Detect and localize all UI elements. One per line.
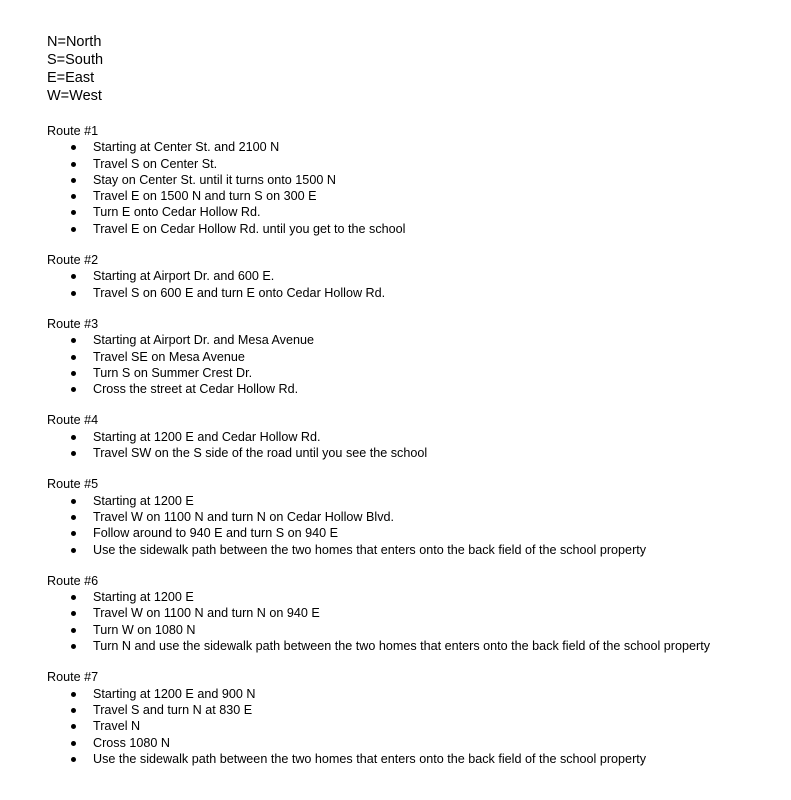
route-step xyxy=(47,429,777,445)
route-step-text: Stay on Center St. until it turns onto 1500 N xyxy=(93,172,336,187)
route-steps xyxy=(47,493,777,558)
route-step xyxy=(47,268,777,284)
bullet-icon xyxy=(71,145,76,150)
route-steps xyxy=(47,429,777,462)
bullet-icon xyxy=(71,708,76,713)
bullet-icon xyxy=(71,178,76,183)
route-steps xyxy=(47,589,777,654)
bullet-icon xyxy=(71,355,76,360)
route-step xyxy=(47,686,777,702)
route-step xyxy=(47,509,777,525)
route-section-4 xyxy=(47,412,777,461)
bullet-icon xyxy=(71,162,76,167)
route-step-text: Starting at Airport Dr. and 600 E. xyxy=(93,269,275,284)
route-step xyxy=(47,622,777,638)
route-step-text: Travel SW on the S side of the road until you see the school xyxy=(93,446,428,461)
route-step xyxy=(47,349,777,365)
route-step-text: Starting at Center St. and 2100 N xyxy=(93,140,280,155)
route-step-text: Travel S and turn N at 830 E xyxy=(93,702,253,717)
route-step xyxy=(47,172,777,188)
route-title: Route #4 xyxy=(47,413,99,428)
route-step xyxy=(47,204,777,220)
legend-south: S=South xyxy=(47,52,104,68)
bullet-icon xyxy=(71,757,76,762)
bullet-icon xyxy=(71,387,76,392)
route-step xyxy=(47,751,777,767)
route-step xyxy=(47,589,777,605)
route-step xyxy=(47,735,777,751)
bullet-icon xyxy=(71,724,76,729)
route-step xyxy=(47,139,777,155)
route-step-text: Travel SE on Mesa Avenue xyxy=(93,349,245,364)
route-steps xyxy=(47,268,777,301)
route-title: Route #3 xyxy=(47,316,99,331)
route-step-text: Starting at Airport Dr. and Mesa Avenue xyxy=(93,333,314,348)
bullet-icon xyxy=(71,227,76,232)
bullet-icon xyxy=(71,531,76,536)
route-section-2 xyxy=(47,252,777,301)
routes-list xyxy=(47,123,777,767)
route-step-text: Follow around to 940 E and turn S on 940 E xyxy=(93,526,339,541)
route-step xyxy=(47,638,777,654)
route-step xyxy=(47,188,777,204)
bullet-icon xyxy=(71,210,76,215)
route-step xyxy=(47,221,777,237)
route-steps xyxy=(47,332,777,397)
bullet-icon xyxy=(71,611,76,616)
route-step xyxy=(47,156,777,172)
bullet-icon xyxy=(71,628,76,633)
route-step xyxy=(47,365,777,381)
route-steps xyxy=(47,139,777,237)
route-step-text: Cross 1080 N xyxy=(93,735,170,750)
route-step xyxy=(47,493,777,509)
legend-east: E=East xyxy=(47,70,95,86)
route-step xyxy=(47,445,777,461)
bullet-icon xyxy=(71,595,76,600)
direction-legend xyxy=(47,33,777,105)
route-step-text: Travel S on Center St. xyxy=(93,156,218,171)
route-step xyxy=(47,285,777,301)
bullet-icon xyxy=(71,451,76,456)
bullet-icon xyxy=(71,499,76,504)
route-step-text: Travel N xyxy=(93,719,141,734)
route-section-3 xyxy=(47,316,777,397)
legend-west: W=West xyxy=(47,88,102,104)
route-title: Route #5 xyxy=(47,477,99,492)
bullet-icon xyxy=(71,291,76,296)
route-step-text: Travel W on 1100 N and turn N on Cedar Hollow Blvd. xyxy=(93,509,394,524)
bullet-icon xyxy=(71,515,76,520)
bullet-icon xyxy=(71,435,76,440)
route-step-text: Turn W on 1080 N xyxy=(93,622,196,637)
document-page xyxy=(47,33,777,782)
bullet-icon xyxy=(71,338,76,343)
route-step xyxy=(47,525,777,541)
route-title: Route #1 xyxy=(47,124,99,138)
route-section-1 xyxy=(47,123,777,237)
route-step xyxy=(47,381,777,397)
route-title: Route #6 xyxy=(47,573,99,588)
route-step-text: Travel E on Cedar Hollow Rd. until you get to the school xyxy=(93,221,406,236)
route-step-text: Travel S on 600 E and turn E onto Cedar Hollow Rd. xyxy=(93,285,386,300)
route-section-5 xyxy=(47,476,777,557)
route-step-text: Travel E on 1500 N and turn S on 300 E xyxy=(93,189,317,204)
route-step-text: Starting at 1200 E and Cedar Hollow Rd. xyxy=(93,429,321,444)
route-step-text: Starting at 1200 E xyxy=(93,493,194,508)
route-step-text: Use the sidewalk path between the two homes that enters onto the back field of the school property xyxy=(93,542,647,557)
route-step-text: Use the sidewalk path between the two homes that enters onto the back field of the school property xyxy=(93,751,647,766)
route-step xyxy=(47,605,777,621)
route-step-text: Starting at 1200 E xyxy=(93,590,194,605)
bullet-icon xyxy=(71,644,76,649)
route-title: Route #7 xyxy=(47,670,99,685)
route-step-text: Turn S on Summer Crest Dr. xyxy=(93,365,253,380)
route-step-text: Cross the street at Cedar Hollow Rd. xyxy=(93,382,299,397)
route-steps xyxy=(47,686,777,767)
route-step xyxy=(47,718,777,734)
bullet-icon xyxy=(71,371,76,376)
route-step xyxy=(47,542,777,558)
bullet-icon xyxy=(71,692,76,697)
route-section-6 xyxy=(47,573,777,654)
route-step xyxy=(47,332,777,348)
bullet-icon xyxy=(71,194,76,199)
route-step-text: Travel W on 1100 N and turn N on 940 E xyxy=(93,606,320,621)
route-step xyxy=(47,702,777,718)
bullet-icon xyxy=(71,741,76,746)
route-step-text: Turn N and use the sidewalk path between the two homes that enters onto the back field of the school property xyxy=(93,639,710,654)
route-section-7 xyxy=(47,669,777,767)
bullet-icon xyxy=(71,548,76,553)
route-step-text: Turn E onto Cedar Hollow Rd. xyxy=(93,205,261,220)
route-step-text: Starting at 1200 E and 900 N xyxy=(93,686,256,701)
bullet-icon xyxy=(71,274,76,279)
route-title: Route #2 xyxy=(47,253,99,268)
legend-north: N=North xyxy=(47,34,102,50)
